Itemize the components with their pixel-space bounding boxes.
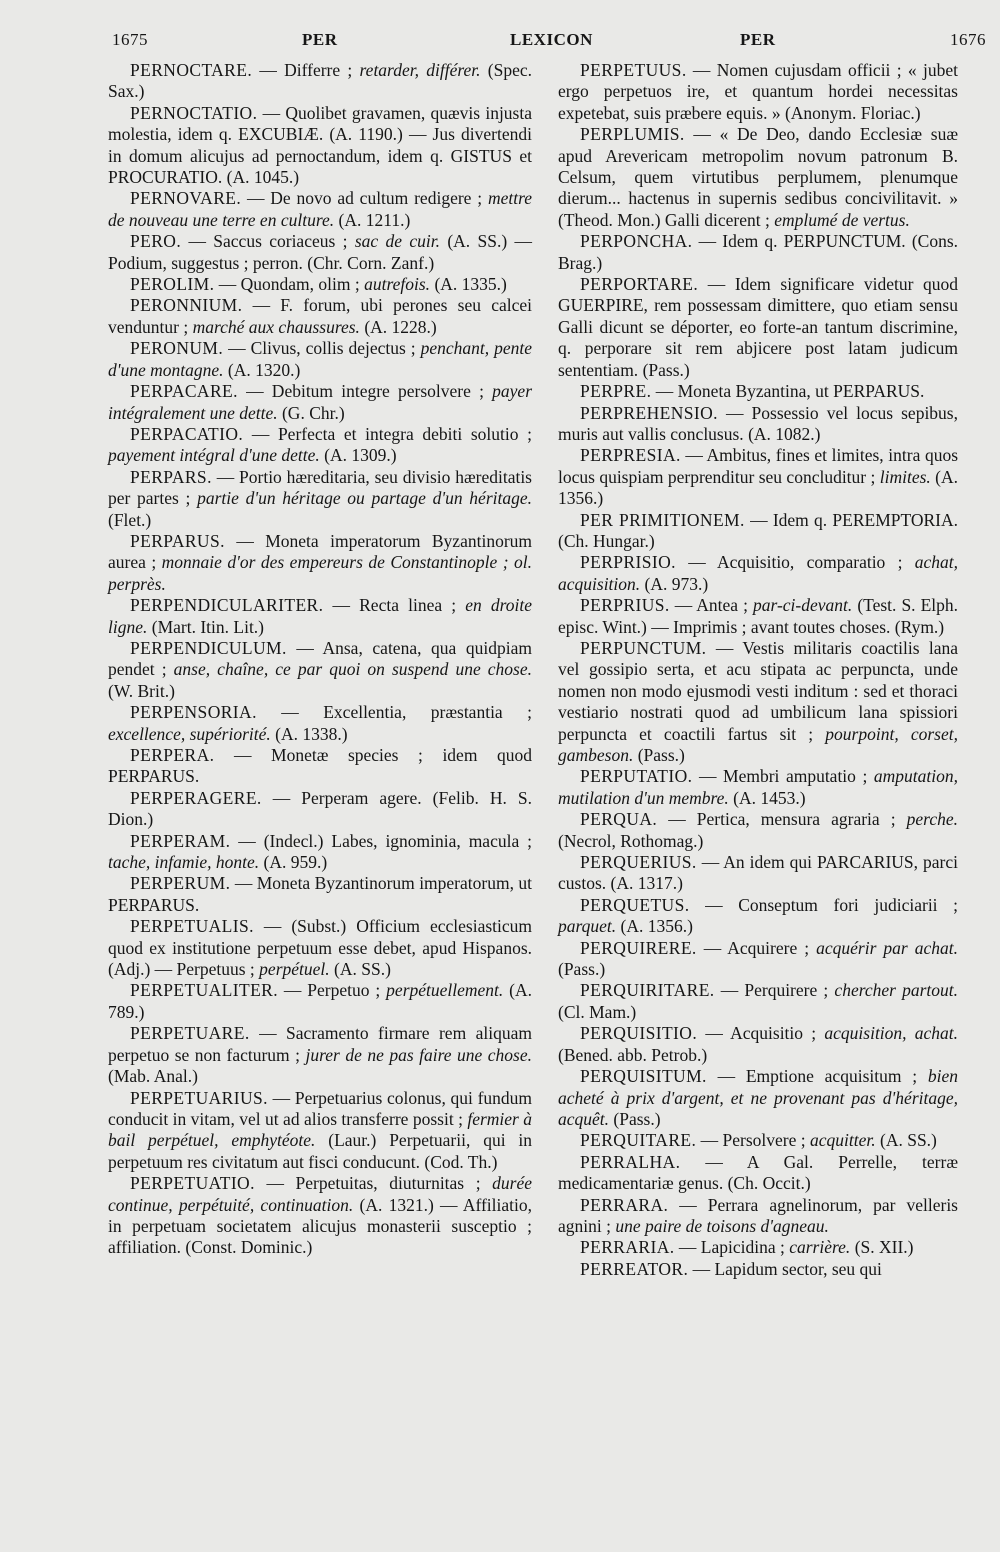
entry-french-gloss: achat, acquisition. — [558, 552, 959, 594]
dictionary-entry — [108, 638, 532, 702]
entry-source: (Ch. Occit.) — [727, 1173, 811, 1194]
entry-headword: PERPENSORIA. — [130, 702, 257, 723]
entry-french-gloss: anse, chaîne, ce par quoi on suspend une chose. — [173, 659, 533, 680]
entry-definition: — F. forum, ubi perones seu calcei venduntur ; — [108, 295, 532, 337]
entry-definition: — Lapidum sector, seu qui — [692, 1258, 882, 1279]
entry-headword: PERNOCTATIO. — [130, 102, 258, 123]
dictionary-entry — [558, 60, 958, 124]
entry-french-gloss: tache, infamie, honte. — [108, 852, 260, 873]
entry-definition: — Moneta Byzantinorum imperatorum, ut PERPARUS. — [108, 873, 533, 915]
entry-definition: — Lapicidina ; — [678, 1237, 785, 1258]
dictionary-entry — [558, 1259, 958, 1280]
dictionary-entry — [108, 788, 532, 831]
running-headword-left: PER — [302, 30, 338, 49]
running-headword-right: PER — [740, 30, 776, 49]
dictionary-entry — [558, 1237, 958, 1258]
entry-definition: — Moneta Byzantina, ut PERPARUS. — [655, 381, 925, 402]
dictionary-entry — [108, 295, 532, 338]
entry-definition: — Monetæ species ; idem quod PERPARUS. — [108, 745, 532, 787]
entry-definition: — Idem q. PEREMPTORIA. — [750, 509, 959, 530]
entry-definition: — Perfecta et integra debiti solutio ; — [251, 423, 532, 444]
entry-headword: PERPETUARE. — [130, 1023, 250, 1044]
entry-definition: — Perpetuarius colonus, qui fundum conducit in vitam, vel ut ad alios transferre possit ; — [108, 1087, 533, 1129]
dictionary-entry — [558, 852, 958, 895]
entry-definition: — Quondam, olim ; — [218, 274, 360, 295]
left-column — [108, 60, 532, 1259]
entry-headword: PERPETUALIS. — [130, 916, 254, 937]
right-column — [558, 60, 958, 1280]
entry-source: (Flet.) — [108, 509, 152, 530]
running-title: LEXICON — [510, 30, 593, 49]
dictionary-entry — [108, 103, 532, 189]
dictionary-entry — [558, 510, 958, 553]
entry-headword: PERQUISITUM. — [580, 1066, 707, 1087]
entry-source: (A. 1045.) — [226, 167, 300, 188]
entry-headword: PEROLIM. — [130, 274, 215, 295]
entry-headword: PERONNIUM. — [130, 295, 243, 316]
page-number-left: 1675 — [112, 30, 148, 49]
entry-definition: — « De Deo, dando Ecclesiæ suæ apud Arevericam metropolim novum patronum B. Celsum, quem virtutibus perplumem, plenumque dierum... hactenus in supernis sedibus concivilitavit. » (Theod. Mon.) Galli dicerent ; — [558, 124, 959, 230]
dictionary-entry — [558, 1066, 958, 1130]
dictionary-entry — [108, 873, 532, 916]
entry-definition: — Acquisitio ; — [705, 1023, 817, 1044]
entry-definition: — Clivus, collis dejectus ; — [228, 338, 416, 359]
entry-definition: — Excellentia, præstantia ; — [281, 702, 532, 723]
entry-french-gloss: acquitter. — [810, 1130, 876, 1151]
entry-definition: — Idem significare videtur quod GUERPIRE, rem possessam dimittere, quo etiam sensu Galli dicunt se déporter, eo forte-an tantum discrimine, q. perporare sit rem abjicere post latam judicum sententiam. — [558, 274, 958, 380]
dictionary-entry — [558, 766, 958, 809]
entry-headword: PERPERA. — [130, 745, 215, 765]
entry-source: (Bened. abb. Petrob.) — [558, 1044, 708, 1065]
entry-definition: — Ambitus, fines et limites, intra quos locus quispiam perprenditur seu concluditur ; — [558, 445, 959, 487]
entry-headword: PERRARIA. — [580, 1237, 675, 1258]
entry-headword: PERNOCTARE. — [130, 60, 253, 80]
dictionary-entry — [108, 338, 532, 381]
entry-headword: PERPETUUS. — [580, 60, 687, 80]
entry-definition: — Sacramento firmare rem aliquam perpetuo se non facturum ; — [108, 1023, 532, 1065]
dictionary-entry — [558, 1152, 958, 1195]
entry-source: (A. 1211.) — [338, 209, 411, 230]
entry-headword: PERPRESIA. — [580, 445, 681, 466]
entry-source: (Mab. Anal.) — [108, 1066, 198, 1087]
entry-headword: PERPERAGERE. — [130, 787, 262, 808]
entry-definition: — Ansa, catena, qua quidpiam pendet ; — [108, 637, 532, 680]
entry-french-gloss: limites. — [879, 466, 931, 487]
entry-source: (A. 1453.) — [733, 787, 806, 808]
entry-source: (Cl. Mam.) — [558, 1001, 637, 1022]
entry-french-gloss: chercher partout. — [834, 980, 959, 1001]
entry-headword: PERPACATIO. — [130, 423, 244, 444]
entry-source: (A. SS.) — [880, 1130, 937, 1151]
entry-headword: PERRALHA. — [580, 1151, 681, 1172]
entry-french-gloss: pourpoint, corset, gambeson. — [558, 723, 958, 765]
dictionary-entry — [558, 381, 958, 402]
entry-headword: PERPETUALITER. — [130, 980, 279, 1001]
dictionary-entry — [558, 980, 958, 1023]
entry-headword: PERQUISITIO. — [580, 1023, 698, 1044]
entry-french-gloss: fermier à bail perpétuel, emphytéote. — [108, 1108, 533, 1151]
entry-headword: PERPETUARIUS. — [130, 1087, 268, 1108]
entry-headword: PERRARA. — [580, 1194, 669, 1215]
entry-definition: — Antea ; — [674, 595, 748, 616]
entry-source: (A. 959.) — [263, 852, 328, 873]
entry-headword: PERQUITARE. — [580, 1130, 697, 1151]
dictionary-entry — [108, 745, 532, 788]
entry-definition: — Pertica, mensura agraria ; — [668, 809, 896, 830]
entry-headword: PERPARS. — [130, 466, 212, 487]
dictionary-entry — [108, 1173, 532, 1259]
entry-definition: — Acquisitio, comparatio ; — [688, 552, 903, 573]
entry-headword: PERPONCHA. — [580, 231, 693, 252]
dictionary-entry — [558, 1023, 958, 1066]
dictionary-entry — [108, 467, 532, 531]
entry-headword: PERNOVARE. — [130, 188, 242, 209]
entry-source: (A. 1321.) — Affiliatio, in perpetuam societatem alicujus monasterii susceptio ; affiliation. (Const. Dominic.) — [108, 1194, 532, 1258]
entry-french-gloss: penchant, pente d'une montagne. — [108, 338, 533, 380]
entry-french-gloss: carrière. — [789, 1237, 851, 1258]
dictionary-entry — [558, 638, 958, 766]
entry-french-gloss: amputation, mutilation d'un membre. — [558, 766, 959, 808]
entry-headword: PERPUTATIO. — [580, 766, 693, 787]
dictionary-entry — [108, 702, 532, 745]
dictionary-entry — [108, 831, 532, 874]
entry-source: (Laur.) Perpetuarii, qui in perpetuum res civitatum aut fisci conducunt. (Cod. Th.) — [108, 1130, 532, 1172]
entry-french-gloss: monnaie d'or des empereurs de Constantinople ; ol. perprès. — [108, 552, 533, 594]
entry-headword: PERQUERIUS. — [580, 852, 697, 873]
entry-definition: — Debitum integre persolvere ; — [246, 381, 484, 402]
entry-french-gloss: perpétuellement. — [386, 980, 504, 1001]
entry-definition: — Portio hæreditaria, seu divisio hæreditatis per partes ; — [108, 466, 532, 509]
dictionary-entry — [108, 381, 532, 424]
entry-french-gloss: perche. — [906, 809, 958, 830]
entry-source: (Felib. H. S. Dion.) — [108, 787, 532, 830]
entry-headword: PERPETUATIO. — [130, 1173, 255, 1194]
entry-source: (Pass.) — [558, 959, 606, 980]
entry-headword: PERO. — [130, 231, 182, 252]
entry-french-gloss: excellence, supériorité. — [108, 723, 271, 744]
entry-definition: — Quolibet gravamen, quævis injusta molestia, idem q. EXCUBIÆ. (A. 1190.) — Jus divertendi in domum alicujus ad pernoctandum, idem q. GISTUS et PROCURATIO. — [108, 102, 532, 188]
dictionary-entry — [108, 424, 532, 467]
entry-source: (A. 973.) — [644, 573, 709, 594]
entry-definition: — A Gal. Perrelle, terræ medicamentariæ genus. — [558, 1151, 958, 1194]
entry-headword: PERPRISIO. — [580, 552, 676, 573]
dictionary-entry — [558, 595, 958, 638]
dictionary-entry — [108, 231, 532, 274]
entry-source: (Anonym. Floriac.) — [784, 102, 921, 123]
entry-source: (A. 1335.) — [434, 274, 507, 295]
dictionary-entry — [558, 938, 958, 981]
dictionary-entry — [558, 274, 958, 381]
entry-source: (Test. S. Elph. episc. Wint.) — Imprimis ; avant toutes choses. (Rym.) — [558, 595, 959, 637]
dictionary-entry — [108, 1023, 532, 1087]
entry-french-gloss: par-ci-devant. — [753, 595, 853, 616]
entry-headword: PERPENDICULARITER. — [130, 595, 324, 616]
dictionary-entry — [108, 274, 532, 295]
entry-french-gloss: parquet. — [558, 916, 617, 937]
entry-french-gloss: perpétuel. — [259, 959, 330, 980]
entry-headword: PERONUM. — [130, 338, 224, 359]
entry-french-gloss: mettre de nouveau une terre en culture. — [108, 188, 533, 230]
entry-source: (A. 1320.) — [227, 359, 301, 380]
entry-french-gloss: payer intégralement une dette. — [108, 381, 533, 423]
entry-definition: — Saccus coriaceus ; — [188, 231, 348, 252]
dictionary-entry — [558, 403, 958, 446]
entry-headword: PERPREHENSIO. — [580, 402, 718, 423]
dictionary-entry — [558, 445, 958, 509]
entry-headword: PERPORTARE. — [580, 274, 699, 295]
dictionary-entry — [558, 1130, 958, 1151]
entry-french-gloss: retarder, différer. — [359, 60, 481, 80]
entry-source: (Pass.) — [642, 359, 690, 380]
entry-definition: — Perpetuo ; — [283, 980, 381, 1001]
entry-definition: — De novo ad cultum redigere ; — [246, 188, 483, 209]
dictionary-entry — [558, 895, 958, 938]
entry-headword: PERPRIUS. — [580, 595, 670, 616]
dictionary-entry — [558, 124, 958, 231]
entry-headword: PERQUA. — [580, 809, 658, 830]
entry-source: (S. XII.) — [854, 1237, 914, 1258]
entry-french-gloss: jurer de ne pas faire une chose. — [305, 1044, 532, 1065]
entry-definition: — Membri amputatio ; — [698, 766, 868, 787]
entry-headword: PERPLUMIS. — [580, 124, 685, 145]
dictionary-entry — [108, 1088, 532, 1174]
entry-french-gloss: autrefois. — [364, 274, 431, 295]
entry-french-gloss: durée continue, perpétuité, continuation. — [108, 1173, 533, 1215]
entry-source: (A. SS.) — Podium, suggestus ; perron. (Chr. Corn. Zanf.) — [108, 231, 533, 273]
entry-source: (G. Chr.) — [281, 402, 345, 423]
entry-french-gloss: en droite ligne. — [108, 595, 533, 637]
entry-definition: — Recta linea ; — [332, 595, 457, 616]
entry-source: (A. 1317.) — [610, 873, 683, 894]
entry-definition: — Acquirere ; — [703, 937, 810, 958]
entry-source: (Ch. Hungar.) — [558, 530, 655, 551]
entry-headword: PERQUIRITARE. — [580, 980, 715, 1001]
entry-definition: — Perrara agnelinorum, par velleris agnini ; — [558, 1194, 958, 1236]
entry-definition: — Perpetuitas, diuturnitas ; — [266, 1173, 481, 1194]
entry-definition: — Vestis militaris coactilis lana vel gossipio serta, et acu stipata ac perpuncta, unde nomen non modo ejusmodi vesti inditum : sed et thoraci vestiario nostrati quod ad umbilicum lana spissiori perpuncta et coactili fartus sit ; — [558, 637, 959, 744]
entry-french-gloss: une paire de toisons d'agneau. — [615, 1215, 829, 1236]
entry-definition: — Nomen cujusdam officii ; « jubet ergo perpetuos ire, et quantum hordei necessitas expetebat, suis præbere equis. » — [558, 60, 958, 123]
entry-source: (A. 789.) — [108, 980, 533, 1022]
dictionary-entry — [108, 595, 532, 638]
entry-definition: — (Indecl.) Labes, ignominia, macula ; — [238, 830, 532, 851]
dictionary-entry — [108, 916, 532, 980]
dictionary-entry — [558, 231, 958, 274]
dictionary-entry — [108, 531, 532, 595]
entry-definition: — Possessio vel locus sepibus, muris aut vallis conclusus. — [558, 402, 958, 444]
entry-headword: PERPRE. — [580, 381, 652, 402]
entry-french-gloss: acquisition, achat. — [824, 1023, 959, 1044]
entry-source: (A. 1082.) — [748, 423, 821, 444]
entry-french-gloss: partie d'un héritage ou partage d'un héritage. — [197, 488, 533, 509]
entry-headword: PERPERUM. — [130, 873, 231, 894]
dictionary-entry — [108, 980, 532, 1023]
entry-source: (A. 1228.) — [364, 316, 437, 337]
entry-headword: PERPERAM. — [130, 830, 231, 851]
entry-definition: — Perperam agere. — [272, 787, 422, 808]
entry-source: (Mart. Itin. Lit.) — [151, 616, 265, 637]
entry-french-gloss: payement intégral d'une dette. — [108, 445, 320, 466]
entry-headword: PERQUETUS. — [580, 894, 690, 915]
dictionary-entry — [108, 188, 532, 231]
entry-definition: — Moneta imperatorum Byzantinorum aurea ; — [108, 530, 533, 573]
entry-headword: PERPARUS. — [130, 530, 225, 551]
entry-source: (Cons. Brag.) — [558, 231, 959, 273]
entry-headword: PERPENDICULUM. — [130, 637, 287, 658]
entry-headword: PERPACARE. — [130, 381, 238, 402]
entry-headword: PERPUNCTUM. — [580, 637, 707, 658]
dictionary-entry — [558, 552, 958, 595]
entry-source: (A. 1356.) — [558, 466, 958, 509]
entry-french-gloss: acquérir par achat. — [816, 937, 958, 958]
entry-definition: — Differre ; — [259, 60, 353, 80]
entry-definition: — Persolvere ; — [700, 1130, 806, 1151]
dictionary-entry — [108, 60, 532, 103]
entry-source: (Spec. Sax.) — [108, 60, 532, 102]
entry-definition: — Emptione acquisitum ; — [717, 1066, 918, 1087]
entry-definition: — An idem qui PARCARIUS, parci custos. — [558, 852, 959, 894]
dictionary-entry — [558, 1195, 958, 1238]
entry-definition: — Idem q. PERPUNCTUM. — [698, 231, 906, 252]
entry-headword: PERQUIRERE. — [580, 937, 697, 958]
page-header — [112, 30, 986, 56]
entry-source: (Necrol, Rothomag.) — [558, 830, 704, 851]
entry-french-gloss: sac de cuir. — [354, 231, 440, 252]
entry-definition: — (Subst.) Officium ecclesiasticum quod ex institutione perpetuum esse debet, apud Hispanos. (Adj.) — Perpetuus ; — [108, 916, 532, 980]
entry-source: (A. 1309.) — [324, 445, 397, 466]
entry-headword: PER PRIMITIONEM. — [580, 509, 745, 530]
entry-source: (A. 1338.) — [275, 723, 348, 744]
entry-french-gloss: bien acheté à prix d'argent, et ne provenant pas d'héritage, acquêt. — [558, 1066, 958, 1129]
entry-source: (Pass.) — [637, 745, 685, 765]
entry-source: (W. Brit.) — [108, 680, 175, 701]
page-number-right: 1676 — [950, 30, 986, 49]
entry-headword: PERREATOR. — [580, 1258, 689, 1279]
entry-definition: — Perquirere ; — [720, 980, 829, 1001]
entry-french-gloss: marché aux chaussures. — [192, 316, 360, 337]
entry-source: (Pass.) — [613, 1108, 661, 1129]
entry-source: (A. 1356.) — [620, 916, 693, 937]
entry-definition: — Conseptum fori judiciarii ; — [705, 894, 958, 915]
dictionary-entry — [558, 809, 958, 852]
entry-french-gloss: emplumé de vertus. — [774, 209, 910, 230]
entry-source: (A. SS.) — [334, 959, 391, 980]
